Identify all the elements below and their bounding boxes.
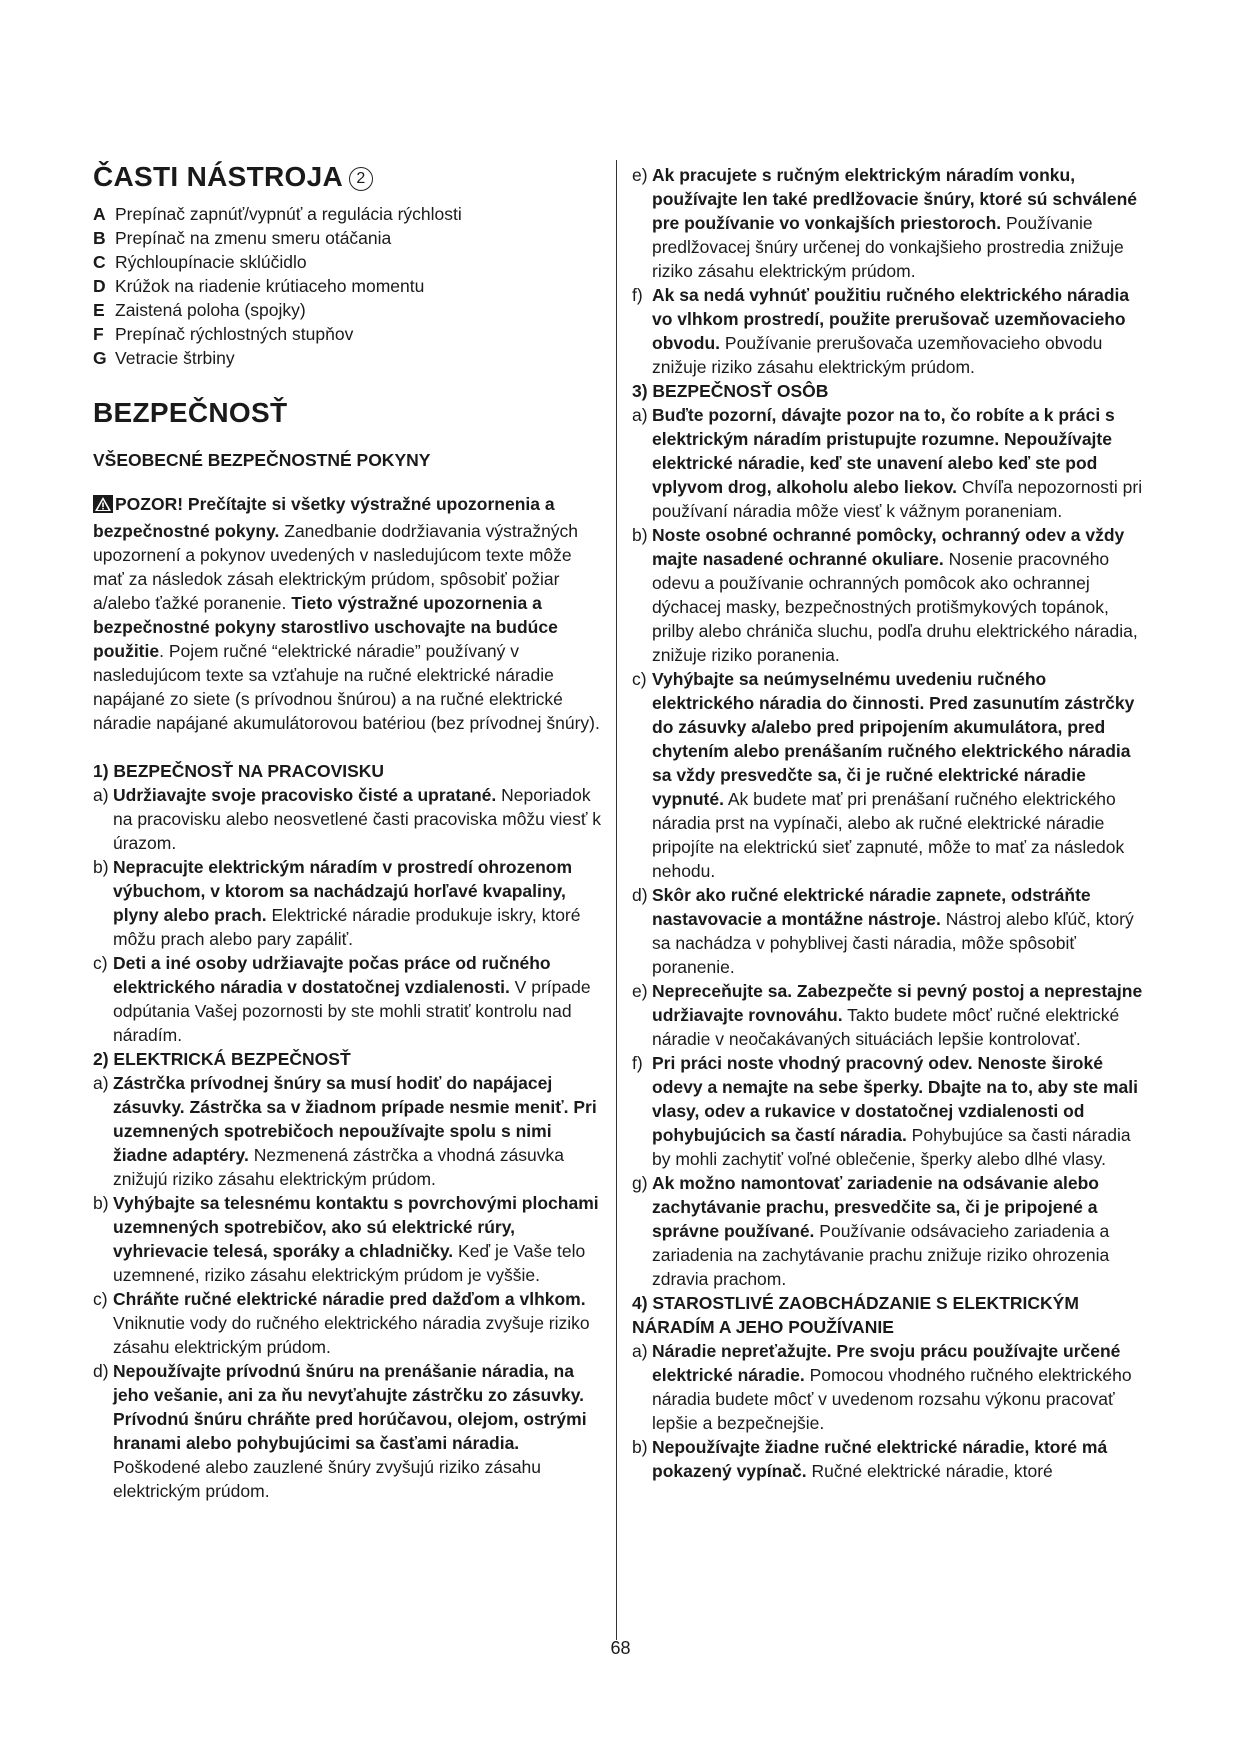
list-item: f) Ak sa nedá vyhnúť použitiu ručného elektrického náradia vo vlhkom prostredí, použite prerušovač uzemňovacieho obvodu. Používanie prerušovača uzemňovacieho obvodu znižuje riziko zásahu elektrickým prúdom. <box>632 285 1130 377</box>
warning-intro: POZOR! Prečítajte si všetky výstražné upozornenia a bezpečnostné pokyny. Zanedbanie dodržiavania výstražných upozornení a pokynov uvedených v nasledujúcom texte môže mať za následok zásah elektrickým prúdom, spôsobiť požiar a/alebo ťažké poranenie. Tieto výstražné upozornenia a bezpečnostné pokyny starostlivo uschovajte na budúce použitie. Pojem ručné “elektrické náradie” používaný v nasledujúcom texte sa vzťahuje na ručné elektrické náradie napájané zo siete (s prívodnou šnúrou) a na ručné elektrické náradie napájané akumulátorovou batériou (bez prívodnej šnúry). <box>93 494 600 733</box>
list-item: a) Udržiavajte svoje pracovisko čisté a upratané. Neporiadok na pracovisku alebo neosvetlené časti pracoviska môžu viesť k úrazom. <box>93 785 602 853</box>
list-item: E Zaistená poloha (spojky) <box>93 300 306 320</box>
list-item: b) Nepracujte elektrickým náradím v prostredí ohrozenom výbuchom, v ktorom sa nachádzajú horľavé kvapaliny, plyny alebo prach. Elektrické náradie produkuje iskry, ktoré môžu prach alebo pary zapáliť. <box>93 857 581 949</box>
list-item: e) Nepreceňujte sa. Zabezpečte si pevný postoj a neprestajne udržiavajte rovnováhu. Takto budete môcť ručné elektrické náradie v neočakávaných situáciách lepšie kontrolovať. <box>632 981 1143 1049</box>
section-heading: 4) STAROSTLIVÉ ZAOBCHÁDZANIE S ELEKTRICKÝM NÁRADÍM A JEHO POUŽÍVANIE <box>632 1293 1079 1337</box>
section-heading: 2) ELEKTRICKÁ BEZPEČNOSŤ <box>93 1049 351 1069</box>
list-item: f) Pri práci noste vhodný pracovný odev. Nenoste široké odevy a nemajte na sebe šperky. Dbajte na to, aby ste mali vlasy, odev a rukavice v dostatočnej vzdialenosti od pohybujúcich sa častí náradia. Pohybujúce sa časti náradia by mohli zachytiť voľné oblečenie, šperky alebo dlhé vlasy. <box>632 1053 1138 1169</box>
list-item: b) Nepoužívajte žiadne ručné elektrické náradie, ktoré má pokazený vypínač. Ručné elektrické náradie, ktoré <box>632 1437 1108 1481</box>
general-safety-heading: VŠEOBECNÉ BEZPEČNOSTNÉ POKYNY <box>93 450 431 470</box>
figure-reference: 2 <box>349 167 373 191</box>
list-item: c) Vyhýbajte sa neúmyselnému uvedeniu ručného elektrického náradia do činnosti. Pred zasunutím zástrčky do zásuvky a/alebo pred pripojením akumulátora, pred chytením alebo prenášaním ručného elektrického náradia sa vždy presvedčte sa, či je ručné elektrické náradie vypnuté. Ak budete mať pri prenášaní ručného elektrického náradia prst na vypínači, alebo ak ručné elektrické náradie pripojíte na elektrickú sieť zapnuté, môže to mať za následok nehodu. <box>632 669 1135 881</box>
list-item: F Prepínač rýchlostných stupňov <box>93 324 354 344</box>
list-item: c) Chráňte ručné elektrické náradie pred dažďom a vlhkom. Vniknutie vody do ručného elektrického náradia zvyšuje riziko zásahu elektrickým prúdom. <box>93 1289 590 1357</box>
list-item: d) Nepoužívajte prívodnú šnúru na prenášanie náradia, na jeho vešanie, ani za ňu nevyťahujte zástrčku zo zásuvky. Prívodnú šnúru chráňte pred horúčavou, olejom, ostrými hranami alebo pohybujúcimi sa časťami náradia. Poškodené alebo zauzlené šnúry zvyšujú riziko zásahu elektrickým prúdom. <box>93 1361 587 1501</box>
column-divider <box>616 160 617 1640</box>
list-item: D Krúžok na riadenie krútiaceho momentu <box>93 276 425 296</box>
safety-section-title: BEZPEČNOSŤ <box>93 397 288 428</box>
list-item: e) Ak pracujete s ručným elektrickým náradím vonku, používajte len také predlžovacie šnúry, ktoré sú schválené pre používanie vo vonkajších priestoroch. Používanie predlžovacej šnúry určenej do vonkajšieho prostredia znižuje riziko zásahu elektrickým prúdom. <box>632 165 1138 281</box>
list-item: d) Skôr ako ručné elektrické náradie zapnete, odstráňte nastavovacie a montážne nástroje. Nástroj alebo kľúč, ktorý sa nachádza v pohyblivej časti náradia, môže spôsobiť poranenie. <box>632 885 1134 977</box>
section-heading: 1) BEZPEČNOSŤ NA PRACOVISKU <box>93 761 385 781</box>
right-column <box>632 163 1152 1483</box>
list-item: c) Deti a iné osoby udržiavajte počas práce od ručného elektrického náradia v dostatočnej vzdialenosti. V prípade odpútania Vašej pozornosti by ste mohli stratiť kontrolu nad náradím. <box>93 953 591 1045</box>
list-item: G Vetracie štrbiny <box>93 348 235 368</box>
list-item: C Rýchloupínacie sklúčidlo <box>93 252 307 272</box>
list-item: b) Noste osobné ochranné pomôcky, ochranný odev a vždy majte nasadené ochranné okuliare. Nosenie pracovného odevu a používanie ochranných pomôcok ako ochrannej dýchacej masky, bezpečnostných protišmykových topánok, prilby alebo chrániča sluchu, podľa druhu elektrického náradia, znižuje riziko poranenia. <box>632 525 1138 665</box>
parts-list <box>93 202 603 370</box>
list-item: a) Buďte pozorní, dávajte pozor na to, čo robíte a k práci s elektrickým náradím pristupujte rozumne. Nepoužívajte elektrické náradie, keď ste unavení alebo keď ste pod vplyvom drog, alkoholu alebo liekov. Chvíľa nepozornosti pri používaní náradia môže viesť k vážnym poraneniam. <box>632 405 1143 521</box>
page-number: 68 <box>610 1638 631 1658</box>
list-item: g) Ak možno namontovať zariadenie na odsávanie alebo zachytávanie prachu, presvedčite sa, či je pripojené a správne používané. Používanie odsávacieho zariadenia a zariadenia na zachytávanie prachu znižuje riziko ohrozenia zdravia prachom. <box>632 1173 1110 1289</box>
left-column <box>93 160 603 1503</box>
list-item: A Prepínač zapnúť/vypnúť a regulácia rýchlosti <box>93 204 462 224</box>
list-item: B Prepínač na zmenu smeru otáčania <box>93 228 392 248</box>
parts-section-title: ČASTI NÁSTROJA 2 <box>93 160 603 194</box>
list-item: b) Vyhýbajte sa telesnému kontaktu s povrchovými plochami uzemnených spotrebičov, ako sú elektrické rúry, vyhrievacie telesá, sporáky a chladničky. Keď je Vaše telo uzemnené, riziko zásahu elektrickým prúdom je vyššie. <box>93 1193 599 1285</box>
warning-triangle-icon <box>93 495 113 519</box>
list-item: a) Zástrčka prívodnej šnúry sa musí hodiť do napájacej zásuvky. Zástrčka sa v žiadnom prípade nesmie meniť. Pri uzemnených spotrebičoch nepoužívajte spolu s nimi žiadne adaptéry. Nezmenená zástrčka a vhodná zásuvka znižujú riziko zásahu elektrickým prúdom. <box>93 1073 597 1189</box>
section-heading: 3) BEZPEČNOSŤ OSÔB <box>632 381 829 401</box>
list-item: a) Náradie nepreťažujte. Pre svoju prácu používajte určené elektrické náradie. Pomocou vhodného ručného elektrického náradia budete môcť v uvedenom rozsahu výkonu pracovať lepšie a bezpečnejšie. <box>632 1341 1132 1433</box>
